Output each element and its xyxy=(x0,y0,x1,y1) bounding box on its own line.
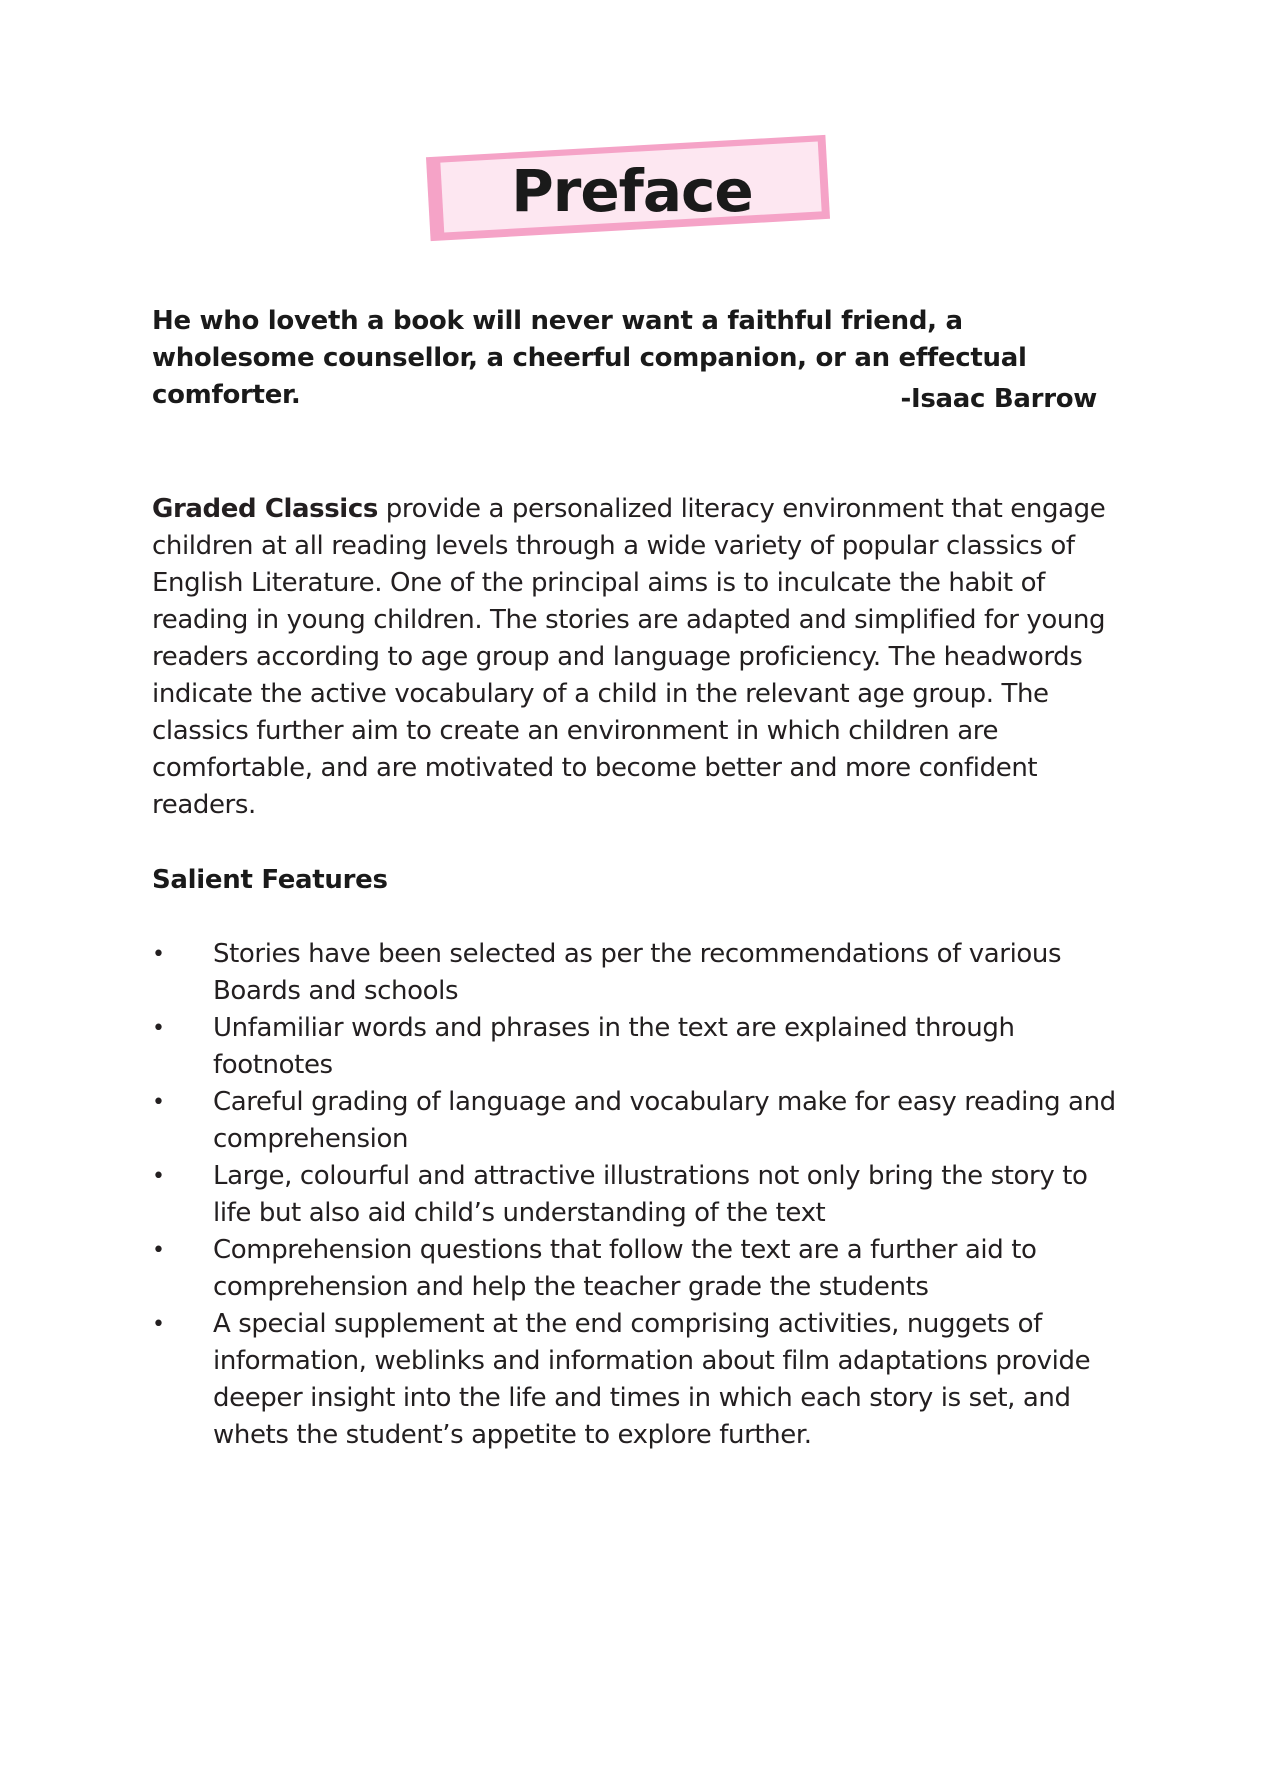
bullet-icon: • xyxy=(152,1312,165,1337)
intro-text: provide a personalized literacy environment that engage children at all reading levels through a wide variety of popular classics of English Literature. One of the principal aims is to inculcate the habit of reading in young children. The stories are adapted and simplified for young readers according to age group and language proficiency. The headwords indicate the active vocabulary of a child in the relevant age group. The classics further aim to create an environment in which children are comfortable, and are motivated to become better and more confident readers. xyxy=(152,494,1106,820)
title-banner xyxy=(424,136,840,246)
list-item-text: A special supplement at the end comprising activities, nuggets of information, weblinks and information about film adaptations provide deeper insight into the life and times in which each story is set, and whets the student’s appetite to explore further. xyxy=(213,1309,1091,1450)
list-item-text: Large, colourful and attractive illustrations not only bring the story to life but also aid child’s understanding of the text xyxy=(213,1161,1088,1228)
list-item xyxy=(152,1306,1122,1454)
list-item xyxy=(152,1158,1122,1232)
epigraph-quote: He who loveth a book will never want a faithful friend, a wholesome counsellor, a cheerful companion, or an effectual comforter. xyxy=(152,306,1027,410)
list-item-text: Unfamiliar words and phrases in the text are explained through footnotes xyxy=(213,1013,1015,1080)
list-item-text: Careful grading of language and vocabulary make for easy reading and comprehension xyxy=(213,1087,1116,1154)
intro-lead: Graded Classics xyxy=(152,494,378,524)
bullet-icon: • xyxy=(152,942,165,967)
features-list xyxy=(152,936,1122,1454)
list-item xyxy=(152,1232,1122,1306)
intro-paragraph xyxy=(152,491,1112,824)
salient-features-heading: Salient Features xyxy=(152,865,388,895)
list-item xyxy=(152,1010,1122,1084)
epigraph-author: -Isaac Barrow xyxy=(900,384,1097,414)
list-item-text: Stories have been selected as per the recommendations of various Boards and schools xyxy=(213,939,1062,1006)
list-item xyxy=(152,936,1122,1010)
page-title: Preface xyxy=(511,157,753,225)
bullet-icon: • xyxy=(152,1164,165,1189)
list-item xyxy=(152,1084,1122,1158)
bullet-icon: • xyxy=(152,1016,165,1041)
bullet-icon: • xyxy=(152,1090,165,1115)
bullet-icon: • xyxy=(152,1238,165,1263)
list-item-text: Comprehension questions that follow the text are a further aid to comprehension and help the teacher grade the students xyxy=(213,1235,1037,1302)
